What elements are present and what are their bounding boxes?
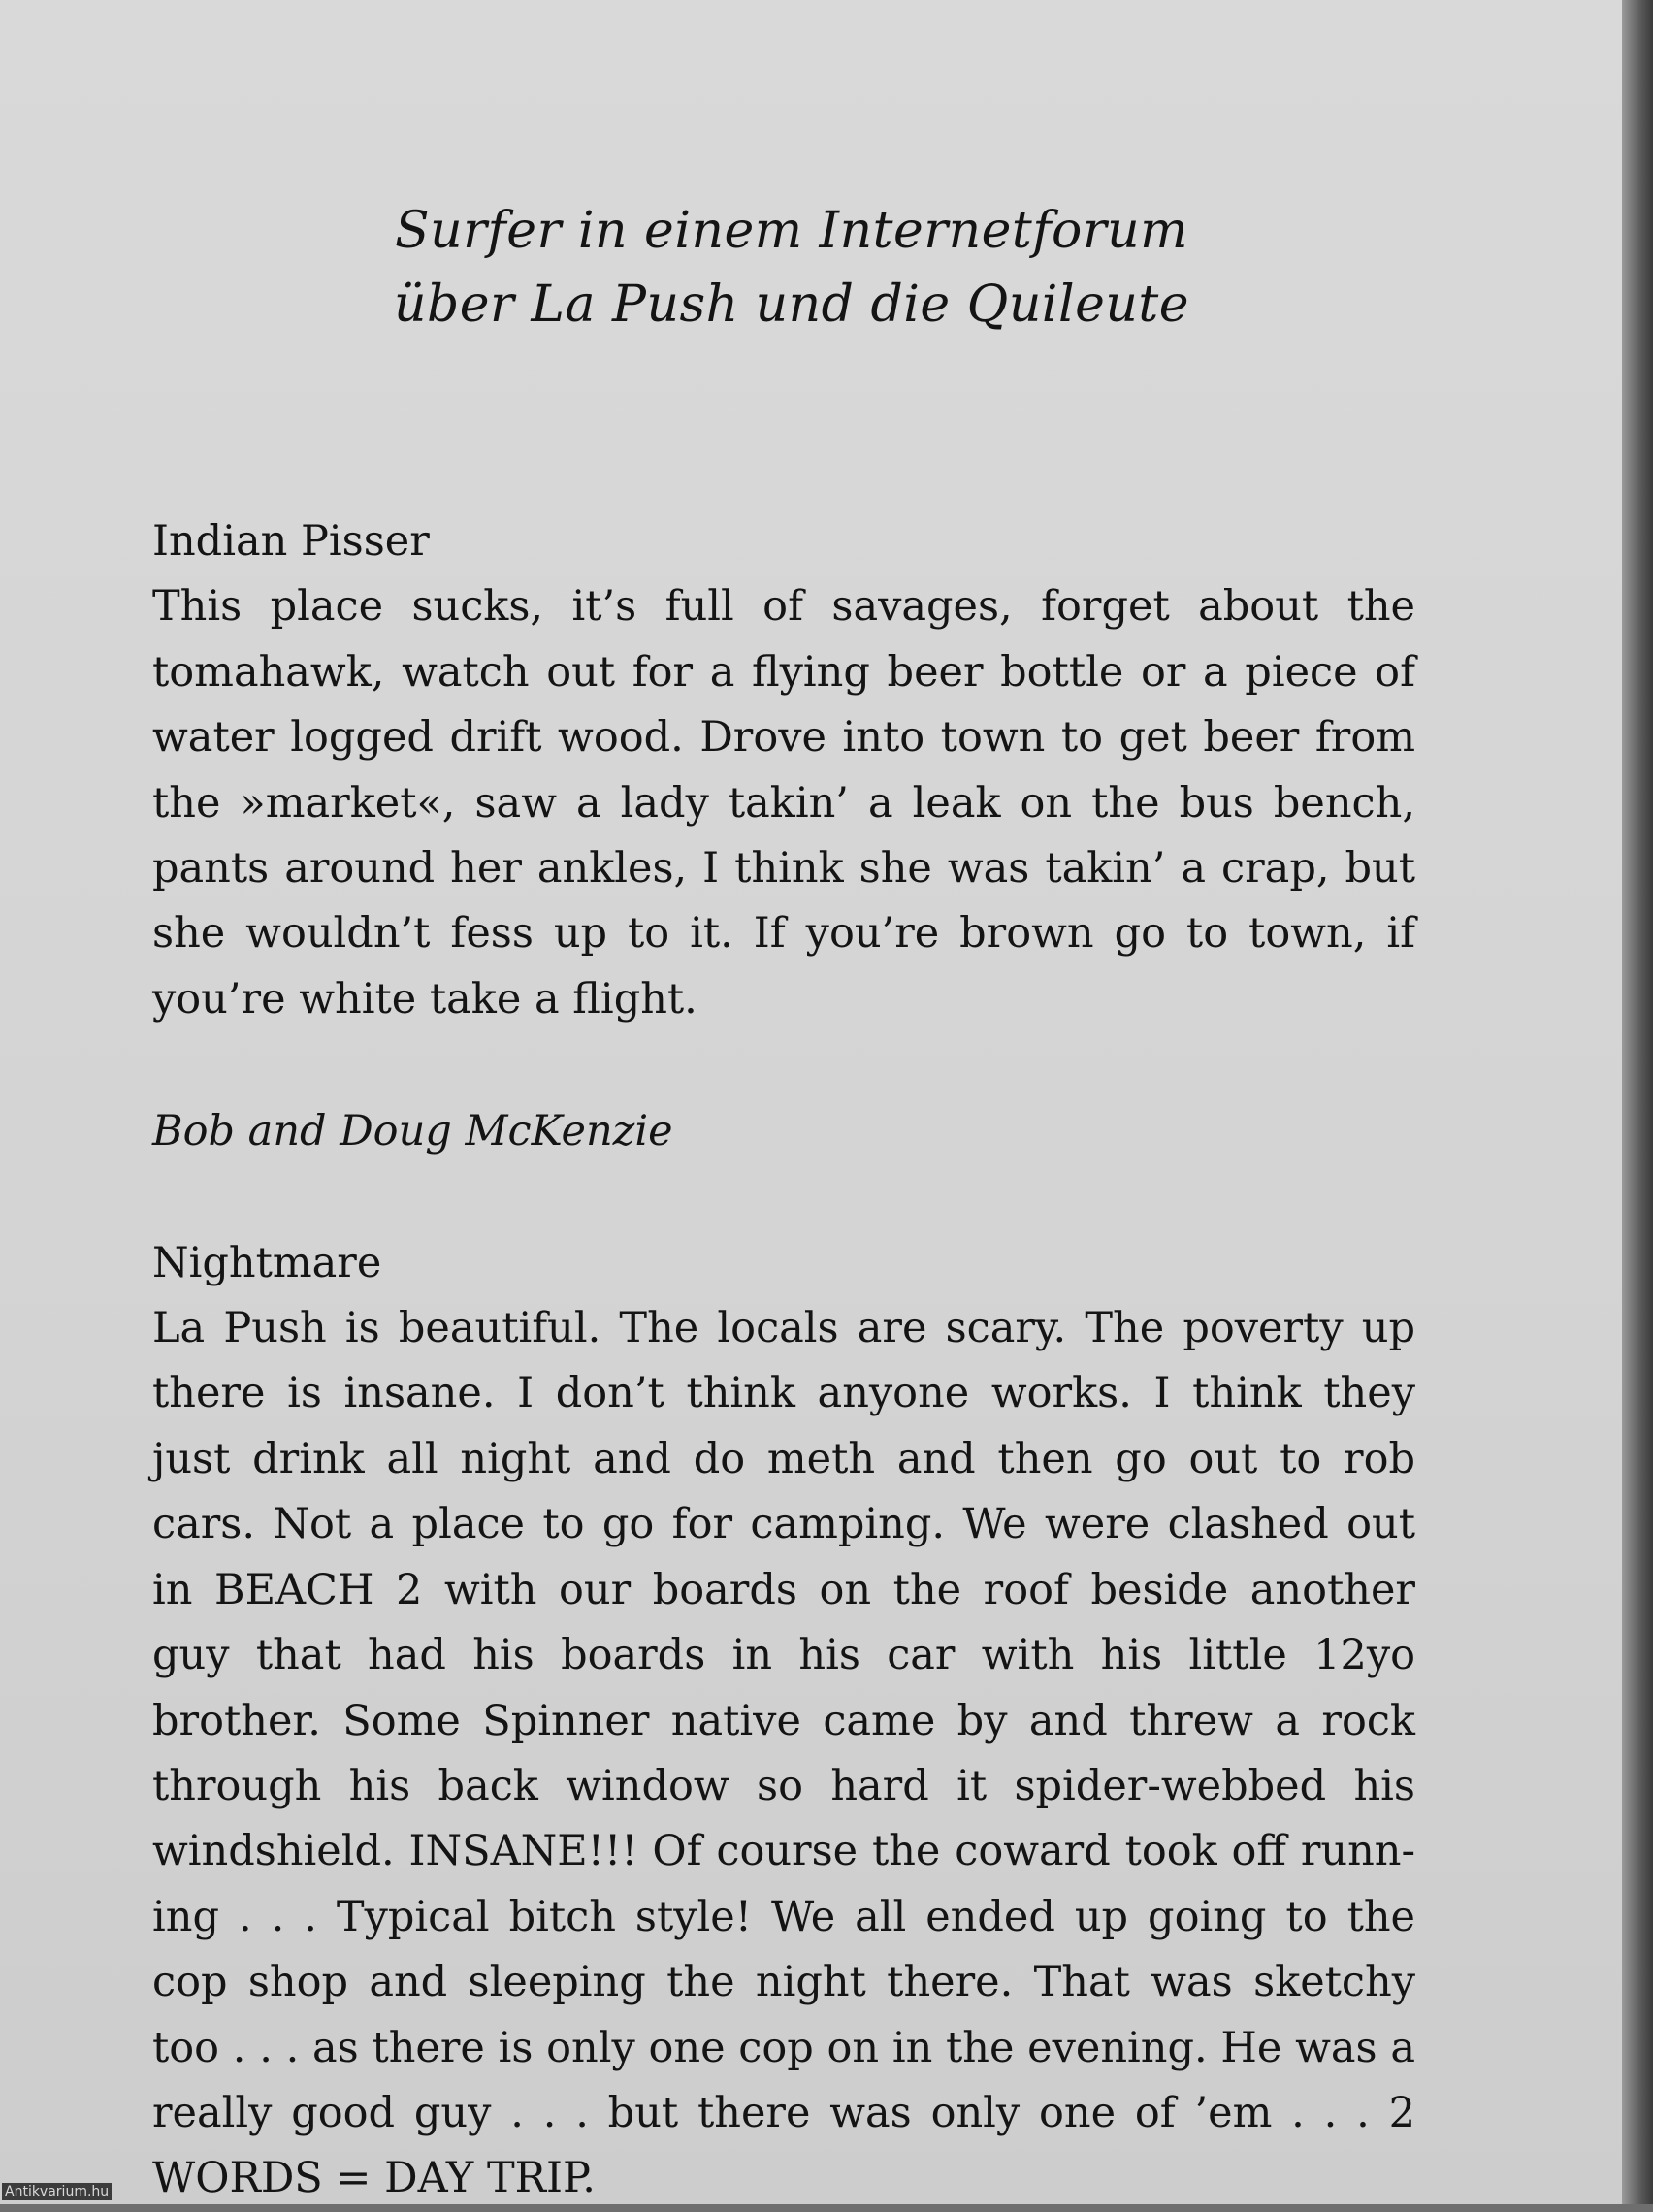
post-title: Indian Pisser <box>152 509 1415 574</box>
chapter-title-line-2: über La Push und die Quileute <box>0 268 1583 342</box>
chapter-title <box>0 194 1583 342</box>
post-title: Nightmare <box>152 1231 1415 1296</box>
post-body: La Push is beautiful. The locals are scary. The poverty up there is insane. I don’t think anyone works. I think they just drink all night and do meth and then go out to rob cars. Not a place to go for camping. We were clashed out in BEACH 2 with our boards on the roof beside another guy that had his boards in his car with his little 12yo brother. Some Spinner native came by and threw a rock through his back window so hard it spider-webbed his windshield. INSANE!!! Of course the coward took off runn-ing . . . Typical bitch style! We all ended up going to the cop shop and sleeping the night there. That was sketchy too . . . as there is only one cop on in the evening. He was a really good guy . . . but there was only one of ’em . . . 2 WORDS = DAY TRIP. <box>152 1296 1415 2212</box>
watermark: Antikvarium.hu <box>2 2183 112 2200</box>
chapter-title-line-1: Surfer in einem Internetforum <box>0 194 1583 268</box>
forum-posts <box>152 509 1415 2212</box>
post-body: This place sucks, it’s full of savages, forget about the tomahawk, watch out for a flying beer bottle or a piece of water logged drift wood. Drove into town to get beer from the »market«, saw a lady takin’ a leak on the bus bench, pants around her ankles, I think she was takin’ a crap, but she wouldn’t fess up to it. If you’re brown go to town, if you’re white take a flight. <box>152 574 1415 1032</box>
forum-post <box>152 509 1415 1165</box>
forum-post <box>152 1231 1415 2212</box>
page-edge-shadow <box>1622 0 1653 2204</box>
post-author: Bob and Doug McKenzie <box>152 1099 1415 1164</box>
post-separator <box>152 1165 1415 1231</box>
